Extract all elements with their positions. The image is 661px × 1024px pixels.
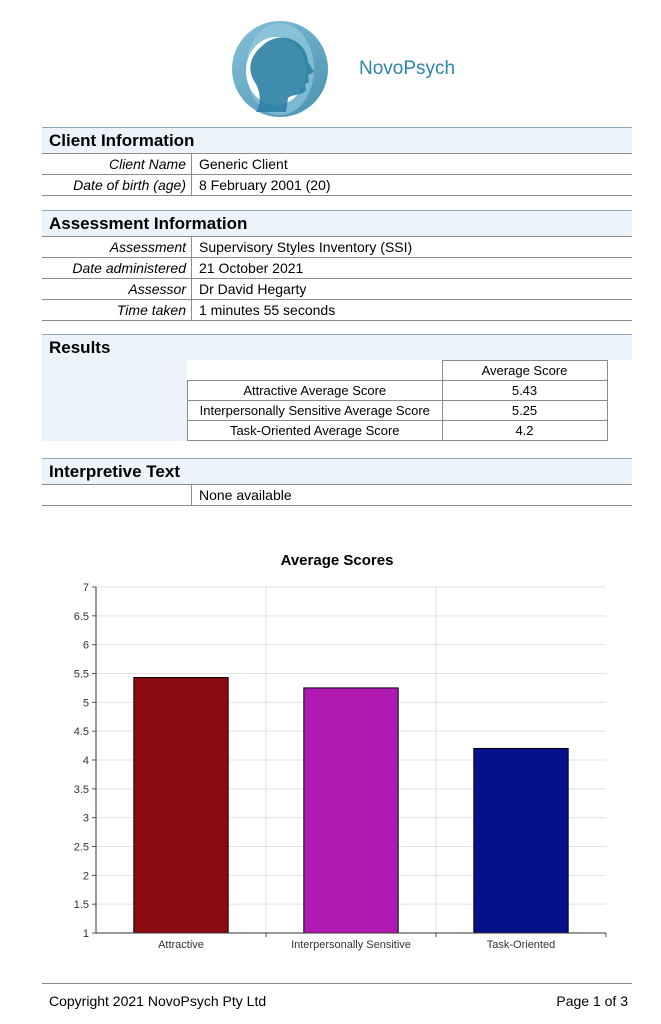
y-tick-label: 1.5 (73, 899, 89, 912)
y-tick-label: 2 (82, 870, 89, 883)
interpretive-row (42, 484, 632, 506)
x-tick-label: Attractive (158, 939, 204, 951)
interpretive-heading: Interpretive Text (42, 458, 632, 484)
novopsych-logo-icon (226, 18, 334, 120)
chart-y-ticks (74, 582, 96, 940)
results-header-blank (188, 361, 443, 381)
results-table (187, 360, 608, 441)
results-row (188, 421, 608, 441)
footer-divider (42, 983, 632, 984)
y-tick-label: 6.5 (73, 610, 89, 623)
y-tick-label: 1 (82, 928, 89, 940)
footer-copyright: Copyright 2021 NovoPsych Pty Ltd (49, 993, 267, 1009)
bar-attractive (134, 678, 228, 933)
chart-x-labels (158, 939, 555, 951)
results-row-label: Interpersonally Sensitive Average Score (188, 401, 443, 421)
assessor-row (42, 278, 632, 299)
dob-label: Date of birth (age) (42, 175, 192, 195)
results-row-value: 4.2 (442, 421, 607, 441)
client-name-value: Generic Client (199, 156, 288, 172)
assessment-value: Supervisory Styles Inventory (SSI) (199, 239, 413, 255)
assessment-info-section (42, 210, 632, 321)
y-tick-label: 4.5 (73, 726, 89, 739)
time-taken-value: 1 minutes 55 seconds (199, 302, 336, 318)
results-background (42, 360, 187, 441)
dob-row (42, 174, 632, 196)
results-section (42, 334, 632, 442)
y-tick-label: 7 (82, 582, 89, 594)
client-info-section (42, 127, 632, 196)
assessment-info-table (42, 236, 632, 321)
results-column-header: Average Score (442, 361, 607, 381)
time-taken-label: Time taken (42, 300, 192, 320)
brand-name: NovoPsych (359, 58, 456, 79)
y-tick-label: 4 (82, 755, 89, 767)
assessment-label: Assessment (42, 237, 192, 257)
assessor-label: Assessor (42, 279, 192, 299)
results-header-row (188, 361, 608, 381)
y-tick-label: 3 (82, 812, 89, 825)
date-administered-row (42, 257, 632, 278)
interpretive-label-cell (42, 485, 192, 505)
client-info-heading: Client Information (42, 127, 632, 153)
results-row (188, 401, 608, 421)
assessment-info-heading: Assessment Information (42, 210, 632, 236)
x-tick-label: Task-Oriented (486, 939, 556, 951)
y-tick-label: 6 (82, 639, 89, 652)
x-tick-label: Interpersonally Sensitive (291, 939, 411, 951)
assessor-value: Dr David Hegarty (199, 281, 307, 297)
assessment-row (42, 236, 632, 257)
results-row-value: 5.43 (442, 381, 607, 401)
chart-title: Average Scores (280, 552, 394, 569)
results-row (188, 381, 608, 401)
y-tick-label: 5.5 (73, 668, 89, 681)
time-taken-row (42, 299, 632, 321)
footer-page-number: Page 1 of 3 (556, 993, 628, 1009)
client-name-row (42, 153, 632, 174)
y-tick-label: 3.5 (73, 783, 89, 796)
interpretive-value: None available (199, 487, 292, 503)
client-info-table (42, 153, 632, 196)
y-tick-label: 2.5 (73, 841, 89, 854)
results-row-label: Task-Oriented Average Score (188, 421, 443, 441)
average-scores-chart (40, 545, 620, 965)
dob-value: 8 February 2001 (20) (199, 177, 331, 193)
date-administered-value: 21 October 2021 (199, 260, 304, 276)
bar-interpersonally-sensitive (304, 688, 398, 933)
results-row-label: Attractive Average Score (188, 381, 443, 401)
interpretive-section (42, 458, 632, 506)
chart-bars (134, 678, 568, 933)
client-name-label: Client Name (42, 154, 192, 174)
date-administered-label: Date administered (42, 258, 192, 278)
bar-task-oriented (474, 748, 568, 933)
results-heading: Results (42, 334, 632, 360)
y-tick-label: 5 (82, 697, 89, 710)
results-row-value: 5.25 (442, 401, 607, 421)
